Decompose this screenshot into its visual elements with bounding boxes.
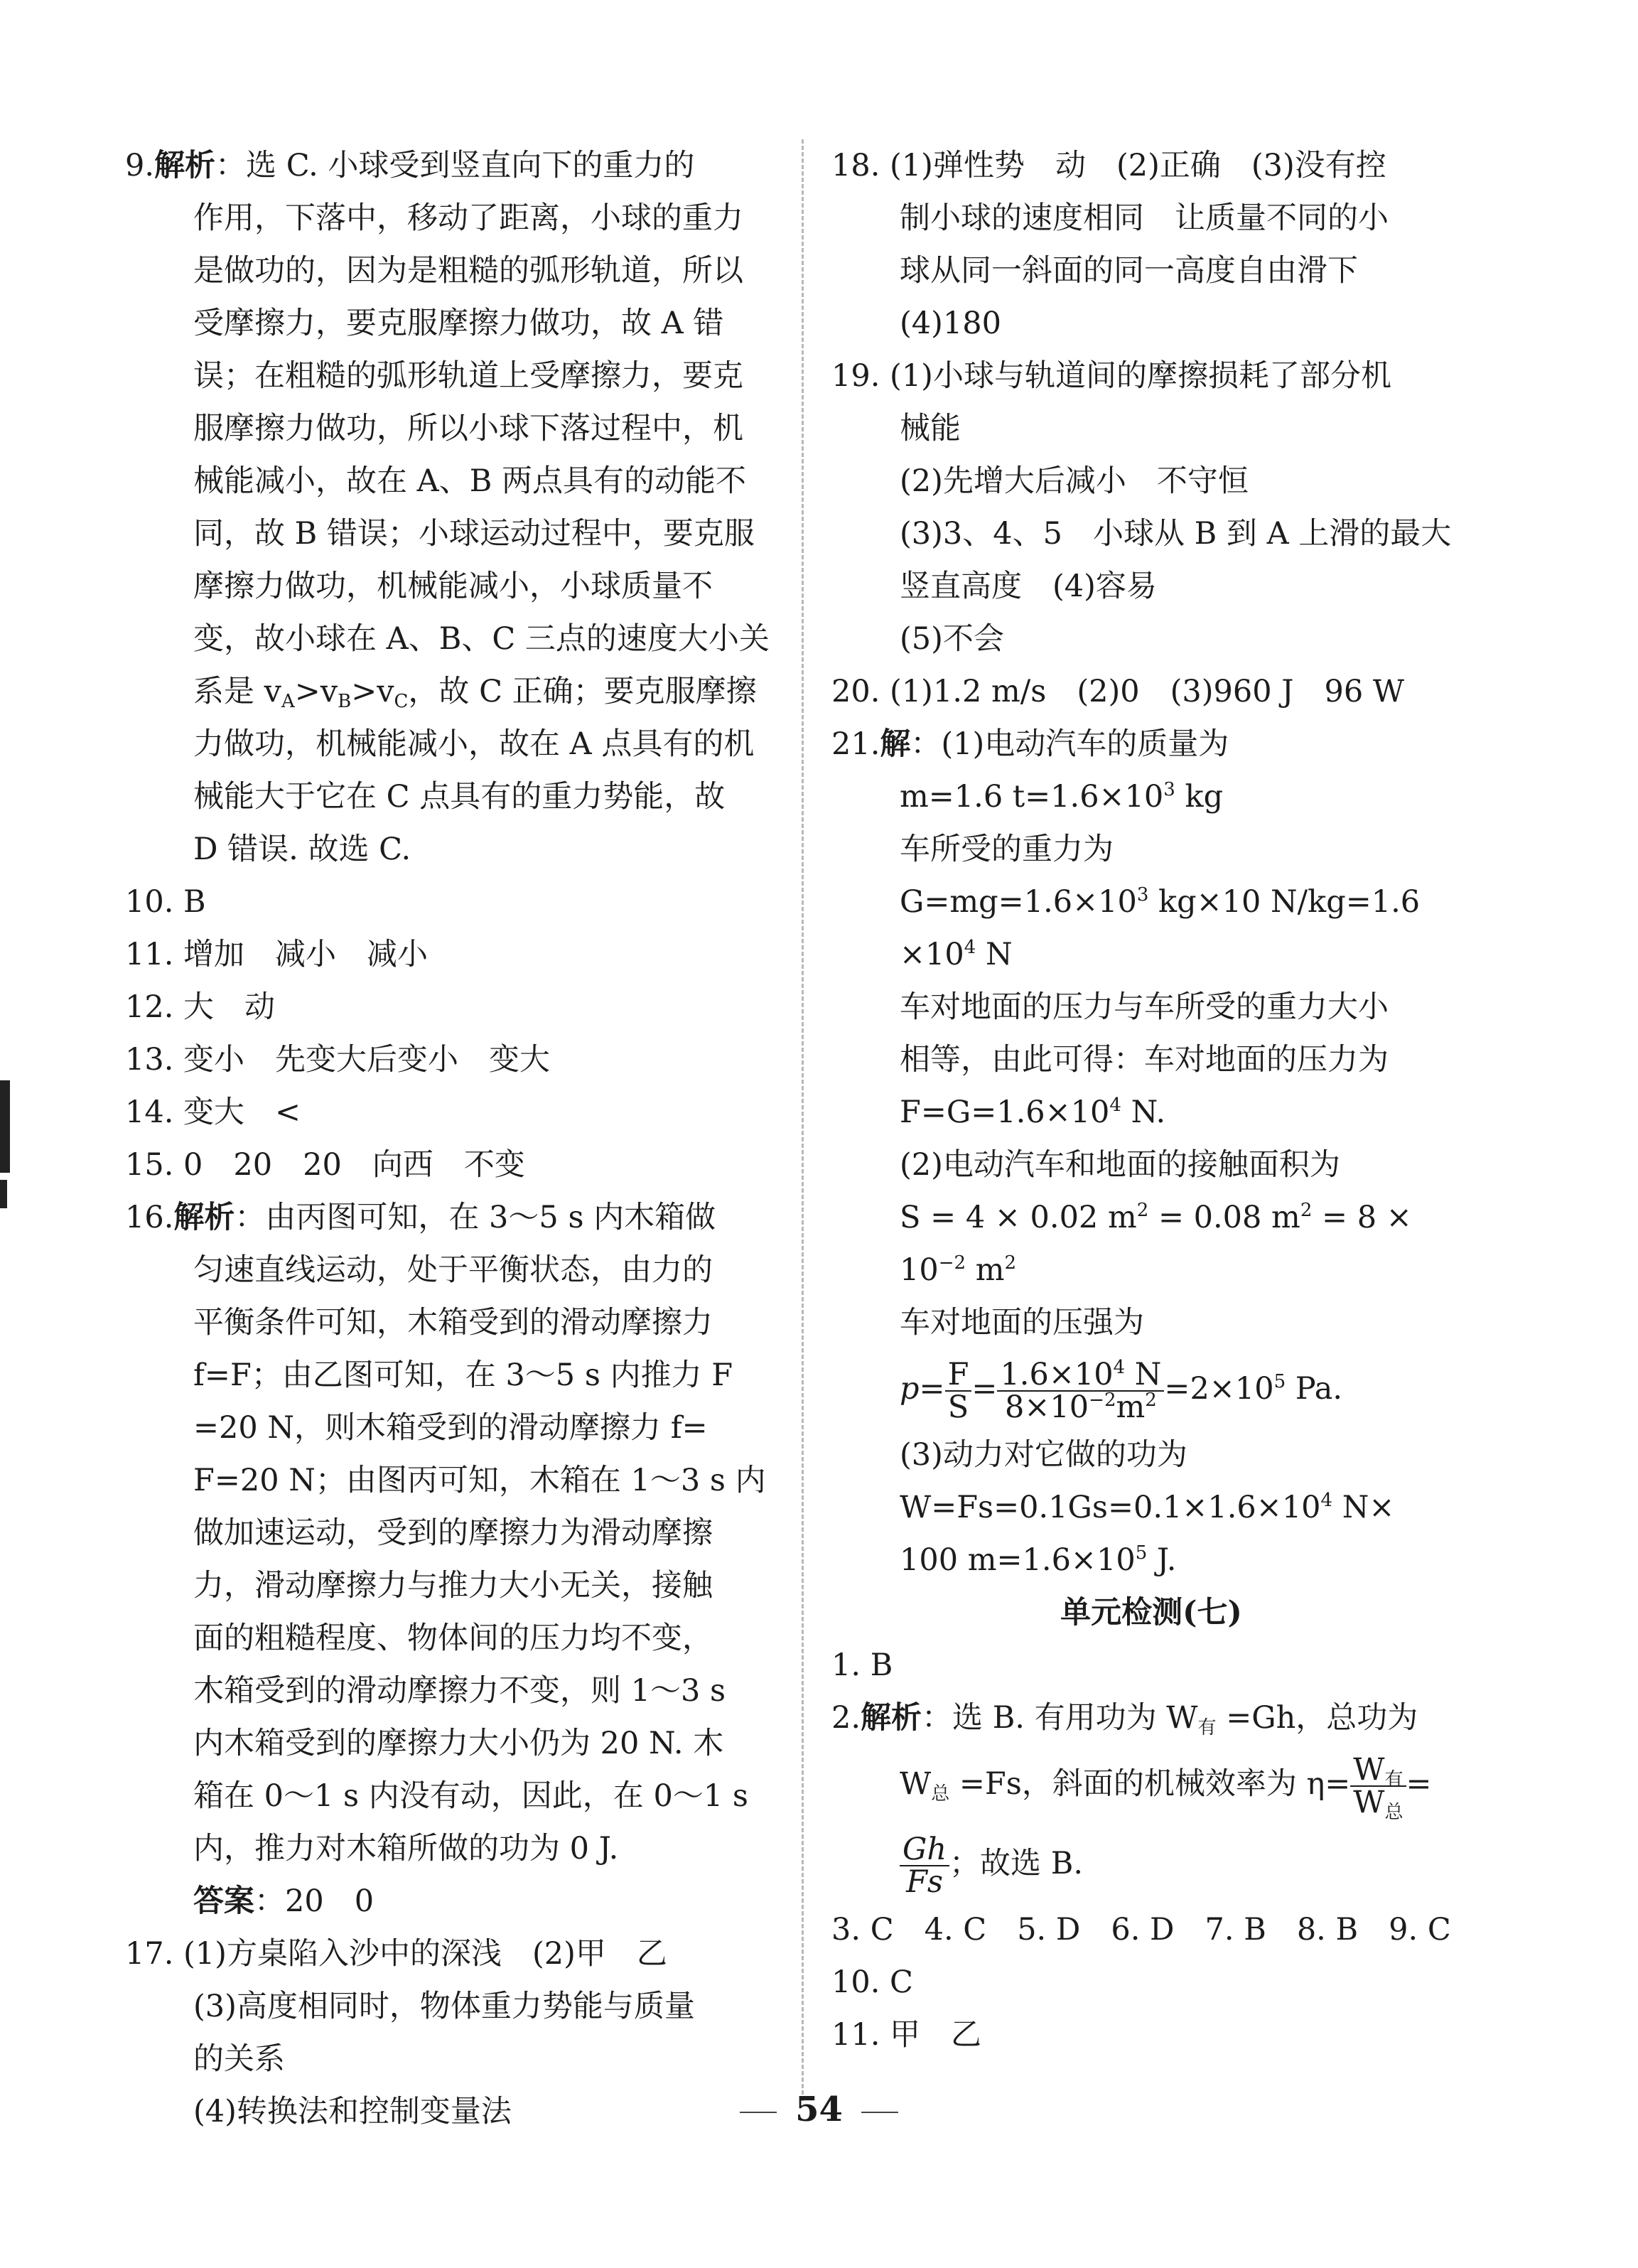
q21-line: 100 $m=1.6\times 10^5$ J. xyxy=(900,1542,1177,1578)
answer-15: 15. 0 20 20 向西 不变 xyxy=(125,1147,525,1183)
q16-line: 木箱受到的滑动摩擦力不变，则 1～3 s xyxy=(193,1673,726,1709)
q9-line: 系是 $v_A>v_B>v_C$，故 C 正确；要克服摩擦 xyxy=(193,674,757,712)
q9-line: 械能大于它在 C 点具有的重力势能，故 xyxy=(193,779,726,815)
q9-line: 误；在粗糙的弧形轨道上受摩擦力，要克 xyxy=(193,358,743,394)
q9-line: 械能减小，故在 A、B 两点具有的动能不 xyxy=(193,463,746,499)
q2-line: 2.解析：选 B. 有用功为 $W_有 =Gh$，总功为 xyxy=(831,1700,1418,1738)
q9-line: 9.解析：选 C. 小球受到竖直向下的重力的 xyxy=(125,148,695,183)
q9-line: 服摩擦力做功，所以小球下落过程中，机 xyxy=(193,411,743,446)
q21-line: $\times 10^4$ N xyxy=(900,937,1013,972)
q21-line: 车对地面的压力与车所受的重力大小 xyxy=(900,989,1389,1025)
answers-3-9: 3. C 4. C 5. D 6. D 7. B 8. B 9. C xyxy=(831,1912,1451,1947)
q16-line: 匀速直线运动，处于平衡状态，由力的 xyxy=(193,1252,713,1288)
q21-line: $W=Fs=0.1Gs=0.1\times 1.6\times 10^4$ N× xyxy=(900,1490,1395,1525)
q9-line: D 错误. 故选 C. xyxy=(193,832,411,867)
answer-1: 1. B xyxy=(831,1648,893,1683)
q16-line: =20 N，则木箱受到的滑动摩擦力 f= xyxy=(193,1410,708,1446)
q16-line: 16.解析：由丙图可知，在 3～5 s 内木箱做 xyxy=(125,1200,716,1235)
q9-line: 摩擦力做功，机械能减小，小球质量不 xyxy=(193,569,713,604)
answer-10: 10. C xyxy=(831,1965,913,2000)
q20-line: 20. (1)1.2 m/s (2)0 (3)960 J 96 W xyxy=(831,674,1405,709)
q19-line: (5)不会 xyxy=(900,621,1004,657)
column-divider xyxy=(802,139,804,2101)
q16-line: 内木箱受到的摩擦力大小仍为 20 N. 木 xyxy=(193,1726,724,1761)
q16-line: 箱在 0～1 s 内没有动，因此，在 0～1 s xyxy=(193,1778,748,1814)
page-number: 54 xyxy=(0,2090,1638,2129)
q19-line: (2)先增大后减小 不守恒 xyxy=(900,463,1249,499)
q19-line: 竖直高度 (4)容易 xyxy=(900,569,1157,604)
q18-line: (4)180 xyxy=(900,306,1001,341)
q16-line: 内，推力对木箱所做的功为 0 J. xyxy=(193,1831,619,1866)
q9-line: 受摩擦力，要克服摩擦力做功，故 A 错 xyxy=(193,306,724,341)
q21-line: 21.解：(1)电动汽车的质量为 xyxy=(831,726,1229,762)
binding-edge-mark xyxy=(0,1180,7,1208)
q18-line: 球从同一斜面的同一高度自由滑下 xyxy=(900,253,1358,289)
fraction: $\frac{Gh}{Fs}$ xyxy=(900,1834,949,1898)
q21-line: 相等，由此可得：车对地面的压力为 xyxy=(900,1042,1389,1077)
q9-line: 同，故 B 错误；小球运动过程中，要克服 xyxy=(193,516,755,552)
answer-14: 14. 变大 < xyxy=(125,1095,301,1130)
q21-line: 车对地面的压强为 xyxy=(900,1305,1144,1340)
q21-line: $G=mg=1.6\times 10^3$ kg×10 N/kg=1.6 xyxy=(900,884,1421,920)
answer-12: 12. 大 动 xyxy=(125,989,276,1025)
q16-line: 做加速运动，受到的摩擦力为滑动摩擦 xyxy=(193,1515,713,1551)
fraction: $\frac{F}{S}$ xyxy=(945,1359,972,1423)
q16-line: F=20 N；由图丙可知，木箱在 1～3 s 内 xyxy=(193,1463,766,1498)
q19-line: (3)3、4、5 小球从 B 到 A 上滑的最大 xyxy=(900,516,1452,552)
answer-10: 10. B xyxy=(125,884,206,920)
q16-line: 平衡条件可知，木箱受到的滑动摩擦力 xyxy=(193,1305,713,1340)
q17-line: 的关系 xyxy=(193,2041,285,2077)
answer-11: 11. 甲 乙 xyxy=(831,2017,982,2053)
q18-line: 18. (1)弹性势 动 (2)正确 (3)没有控 xyxy=(831,148,1386,183)
q17-line: (4)转换法和控制变量法 xyxy=(193,2094,512,2129)
efficiency-formula: $W_总 =Fs$，斜面的机械效率为 η= $\frac{W_有}{W_总}$ = xyxy=(900,1752,1432,1823)
pressure-formula: p= $\frac{F}{S}$ = $\frac{1.6\times 10^4 N}{8\times 10^{-2}m^2}$ $=2\times 10^5$ Pa. xyxy=(900,1357,1343,1425)
q16-line: f=F；由乙图可知，在 3～5 s 内推力 F xyxy=(193,1358,733,1393)
q21-line: $F=G=1.6\times 10^4$ N. xyxy=(900,1095,1166,1130)
fraction: $\frac{W_有}{W_总}$ xyxy=(1350,1754,1406,1818)
q21-line: $10^{-2}$ $m^2$ xyxy=(900,1252,1017,1288)
q19-line: 械能 xyxy=(900,411,961,446)
left-column xyxy=(125,139,779,2138)
q17-line: 17. (1)方桌陷入沙中的深浅 (2)甲 乙 xyxy=(125,1936,667,1972)
efficiency-formula-cont: $\frac{Gh}{Fs}$ ；故选 B. xyxy=(831,1824,1471,1903)
answer-13: 13. 变小 先变大后变小 变大 xyxy=(125,1042,551,1077)
fraction: $\frac{1.6\times 10^4 N}{8\times 10^{-2}m^2}$ xyxy=(997,1359,1164,1423)
q19-line: 19. (1)小球与轨道间的摩擦损耗了部分机 xyxy=(831,358,1391,394)
q9-line: 变，故小球在 A、B、C 三点的速度大小关 xyxy=(193,621,770,657)
q9-line: 力做功，机械能减小，故在 A 点具有的机 xyxy=(193,726,755,762)
q21-line: 车所受的重力为 xyxy=(900,832,1114,867)
q9-line: 是做功的，因为是粗糙的弧形轨道，所以 xyxy=(193,253,743,289)
q16-line: 力，滑动摩擦力与推力大小无关，接触 xyxy=(193,1568,713,1603)
q21-line: (3)动力对它做的功为 xyxy=(900,1437,1187,1473)
q16-answer: 答案：20 0 xyxy=(193,1883,375,1919)
right-column xyxy=(831,139,1471,2061)
q21-line: S = 4 × 0.02 $m^2 = 0.08$ $m^2 = 8$ × xyxy=(900,1200,1412,1235)
q18-line: 制小球的速度相同 让质量不同的小 xyxy=(900,200,1389,236)
q9-line: 作用，下落中，移动了距离，小球的重力 xyxy=(193,200,743,236)
q21-line: (2)电动汽车和地面的接触面积为 xyxy=(900,1147,1340,1183)
section-title: 单元检测(七) xyxy=(1060,1595,1242,1630)
q17-line: (3)高度相同时，物体重力势能与质量 xyxy=(193,1989,695,2024)
q21-line: m=1.6 $t=1.6\times 10^3$ kg xyxy=(900,779,1224,815)
answer-11: 11. 增加 减小 减小 xyxy=(125,937,429,972)
binding-edge-mark xyxy=(0,1080,10,1173)
q16-line: 面的粗糙程度、物体间的压力均不变， xyxy=(193,1621,713,1656)
